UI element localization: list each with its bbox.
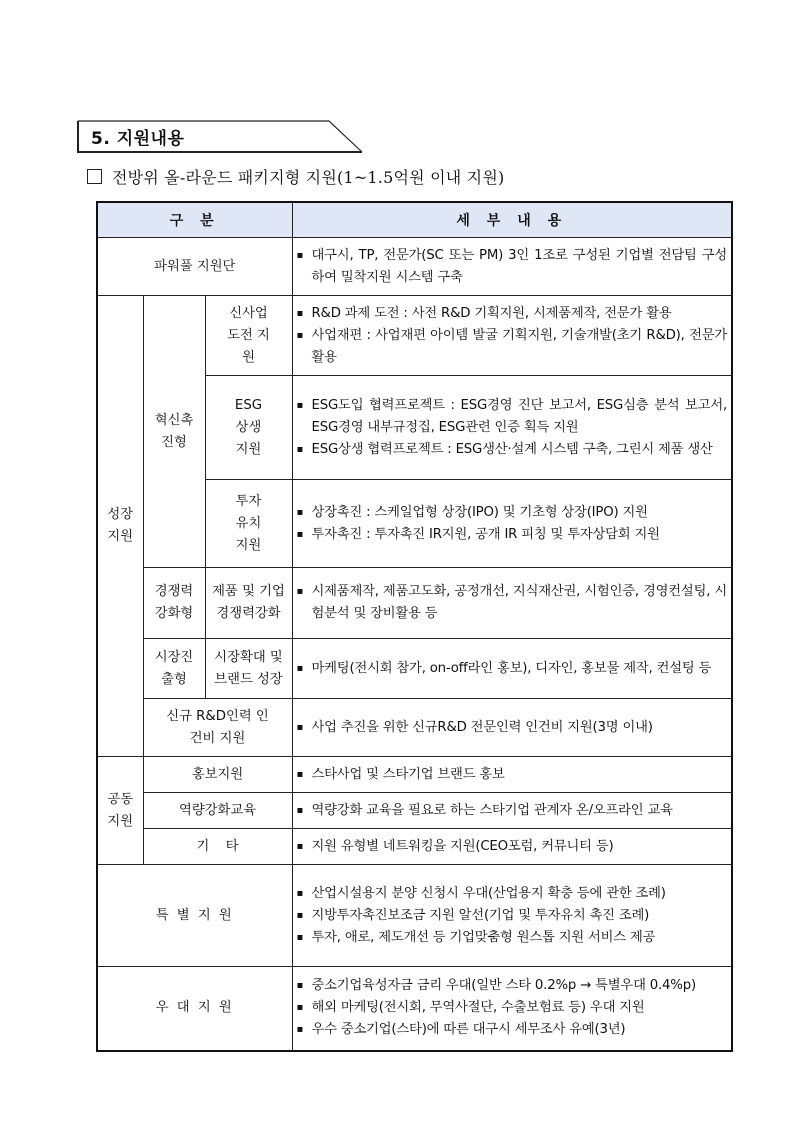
powerpool-detail: ▪ 대구시, TP, 전문가(SC 또는 PM) 3인 1조로 구성된 기업별 전담팀 구성하여 밀착지원 시스템 구축 [292,238,732,296]
common-label: 공동 지원 [97,757,143,865]
table-header-row [97,202,732,238]
rnd-label: 신규 R&D인력 인건비 지원 [143,699,292,757]
preferential-label: 우 대 지 원 [97,967,292,1051]
preferential-detail: ▪ 중소기업육성자금 금리 우대(일반 스타 0.2%p → 특별우대 0.4%p) ▪ 해외 마케팅(전시회, 무역사절단, 수출보험료 등) 우대 지원 ▪ 우수 중소기업(스타)에 따른 대구시 세무조사 유예(3년) [292,967,732,1051]
header-category: 구 분 [97,202,292,238]
market-label: 시장진 출형 [143,639,205,699]
growth-label: 성장 지원 [97,296,143,757]
edu-detail: ▪ 역량강화 교육을 필요로 하는 스타기업 관계자 온/오프라인 교육 [292,793,732,829]
table-row [97,639,732,699]
section-title-box [77,119,367,153]
subtitle-text: 전방위 올-라운드 패키지형 지원(1~1.5억원 이내 지원) [112,168,505,187]
table-row [97,296,732,376]
support-table [96,201,733,1052]
innovation-label: 혁신촉 진형 [143,296,205,568]
etc-label: 기 타 [143,829,292,865]
subtitle [87,165,504,188]
powerpool-label: 파워풀 지원단 [97,238,292,296]
esg-detail: ▪ ESG도입 협력프로젝트 : ESG경영 진단 보고서, ESG심층 분석 보고서, ESG경영 내부규정집, ESG관련 인증 획득 지원 ▪ ESG상생 협력프로젝트 : ESG생산·설계 시스템 구축, 그린시 제품 생산 [292,376,732,480]
table-row [97,793,732,829]
section-title: 5. 지원내용 [91,129,185,149]
market-detail: ▪ 마케팅(전시회 참가, on-off라인 홍보), 디자인, 홍보물 제작, 컨설팅 등 [292,639,732,699]
market-sub: 시장확대 및 브랜드 성장 [205,639,292,699]
table-row [97,865,732,967]
table-row [97,967,732,1051]
invest-label: 투자 유치 지원 [205,480,292,568]
table-row [97,568,732,639]
pr-label: 홍보지원 [143,757,292,793]
newbiz-label: 신사업 도전 지원 [205,296,292,376]
etc-detail: ▪ 지원 유형별 네트워킹을 지원(CEO포럼, 커뮤니티 등) [292,829,732,865]
rnd-detail: ▪ 사업 추진을 위한 신규R&D 전문인력 인건비 지원(3명 이내) [292,699,732,757]
competitiveness-detail: ▪ 시제품제작, 제품고도화, 공정개선, 지식재산권, 시험인증, 경영컨설팅, 시험분석 및 장비활용 등 [292,568,732,639]
header-detail: 세 부 내 용 [292,202,732,238]
table-row [97,757,732,793]
invest-detail: ▪ 상장촉진 : 스케일업형 상장(IPO) 및 기초형 상장(IPO) 지원 ▪ 투자촉진 : 투자촉진 IR지원, 공개 IR 피칭 및 투자상담회 지원 [292,480,732,568]
esg-label: ESG 상생 지원 [205,376,292,480]
special-detail: ▪ 산업시설용지 분양 신청시 우대(산업용지 확충 등에 관한 조례) ▪ 지방투자촉진보조금 지원 알선(기업 및 투자유치 촉진 조례) ▪ 투자, 애로, 제도개선 등 기업맞춤형 원스톱 지원 서비스 제공 [292,865,732,967]
competitiveness-label: 경쟁력 강화형 [143,568,205,639]
table-row [97,829,732,865]
checkbox-square-icon [87,169,102,184]
pr-detail: ▪ 스타사업 및 스타기업 브랜드 홍보 [292,757,732,793]
edu-label: 역량강화교육 [143,793,292,829]
table-row [97,238,732,296]
table-row [97,699,732,757]
special-label: 특 별 지 원 [97,865,292,967]
competitiveness-sub: 제품 및 기업 경쟁력강화 [205,568,292,639]
newbiz-detail: ▪ R&D 과제 도전 : 사전 R&D 기획지원, 시제품제작, 전문가 활용 ▪ 사업재편 : 사업재편 아이템 발굴 기획지원, 기술개발(초기 R&D), 전문가 활용 [292,296,732,376]
